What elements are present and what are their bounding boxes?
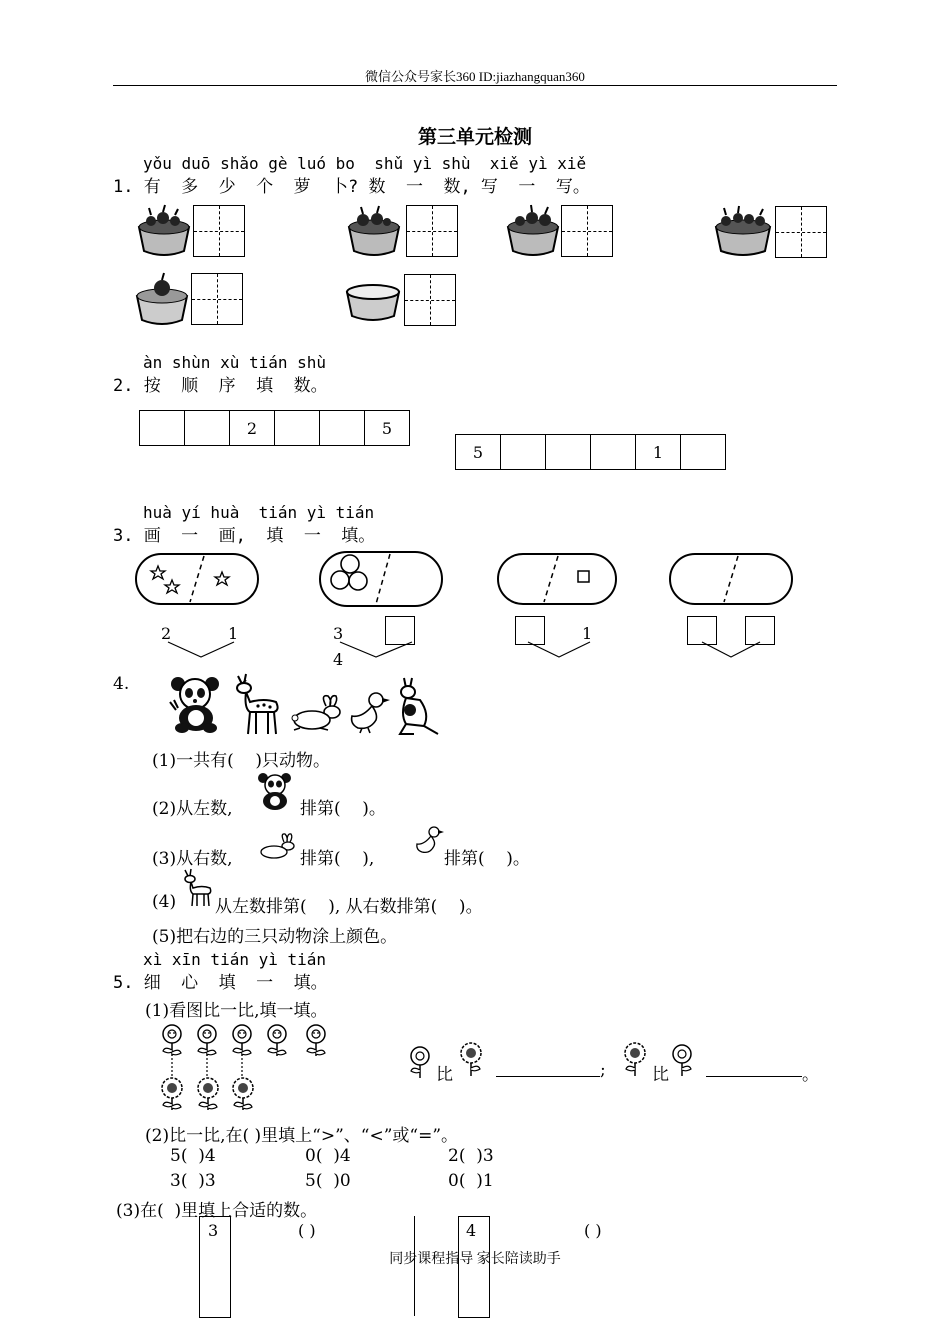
- split-number: 1: [228, 624, 239, 643]
- q5-part1: (1)看图比一比,填一填。: [145, 1001, 328, 1021]
- page-title: 第三单元检测: [417, 126, 532, 148]
- q4-sub5: (5)把右边的三只动物涂上颜色。: [152, 927, 398, 947]
- duck-icon: [348, 690, 392, 734]
- q4-sub2-suffix: 排第( )。: [300, 799, 386, 819]
- circle-icon: [331, 555, 367, 590]
- page-footer: 同步课程指导 家长陪读助手: [389, 1252, 561, 1267]
- sequence-cell[interactable]: [140, 411, 185, 446]
- flower-comparison: [150, 1020, 340, 1116]
- sequence-cell[interactable]: [185, 411, 230, 446]
- flower-icon: [268, 1025, 286, 1056]
- q4-sub4-suffix: 从左数排第( ), 从右数排第( )。: [215, 897, 483, 917]
- sequence-cell[interactable]: [546, 435, 591, 470]
- fill-paren[interactable]: ( ): [584, 1221, 602, 1240]
- sunflower-icon: [456, 1042, 486, 1078]
- q4-sub4-prefix: (4): [152, 892, 177, 912]
- square-icon: [578, 571, 589, 582]
- sequence-cell[interactable]: [320, 411, 365, 446]
- flower-icon: [163, 1025, 181, 1056]
- compare-item[interactable]: 2( )3: [448, 1146, 494, 1166]
- q5-part3: (3)在( )里填上合适的数。: [116, 1201, 318, 1221]
- compare-word: 比: [652, 1065, 669, 1085]
- sunflower-icon: [233, 1078, 253, 1110]
- flower-icon: [668, 1044, 696, 1078]
- compare-item[interactable]: 5( )0: [305, 1171, 351, 1191]
- q4-sub1: (1)一共有( )只动物。: [152, 751, 330, 771]
- q4-sub3-prefix: (3)从右数,: [152, 849, 233, 869]
- deer-icon: [180, 868, 214, 908]
- sequence-row-2: [455, 434, 726, 470]
- split-number: 2: [161, 624, 172, 643]
- kangaroo-icon: [394, 674, 440, 736]
- flower-icon: [406, 1046, 434, 1080]
- q4-sub3-suffix: 排第( )。: [444, 849, 530, 869]
- compare-item[interactable]: 5( )4: [170, 1146, 216, 1166]
- sequence-cell[interactable]: [275, 411, 320, 446]
- q1-text: 1. 有 多 少 个 萝 卜? 数 一 数, 写 一 写。: [113, 177, 590, 197]
- panda-icon: [168, 672, 228, 734]
- q5-text: 5. 细 心 填 一 填。: [113, 973, 328, 993]
- rabbit-icon: [290, 692, 346, 732]
- q5-pinyin: xì xīn tián yì tián: [143, 950, 327, 969]
- column-number: 3: [208, 1221, 219, 1240]
- q5-part2: (2)比一比,在( )里填上“>”、“<”或“=”。: [145, 1126, 459, 1146]
- sunflower-icon: [620, 1042, 650, 1078]
- sequence-cell: 1: [636, 435, 681, 470]
- answer-blank[interactable]: [706, 1076, 802, 1077]
- sequence-cell: 5: [456, 435, 501, 470]
- basket-icon: [133, 270, 191, 328]
- sunflower-icon: [162, 1078, 182, 1110]
- column-number: 4: [466, 1221, 477, 1240]
- compare-item[interactable]: 0( )1: [448, 1171, 494, 1191]
- compare-word: 比: [436, 1065, 453, 1085]
- split-number: 3: [333, 624, 344, 643]
- separator: ;: [600, 1060, 606, 1080]
- split-total: 4: [333, 650, 344, 669]
- empty-basket-icon: [343, 278, 403, 328]
- q4-sub2-prefix: (2)从左数,: [152, 799, 233, 819]
- sunflower-icon: [198, 1078, 218, 1110]
- sequence-cell[interactable]: [681, 435, 726, 470]
- answer-grid[interactable]: [775, 206, 827, 258]
- duck-icon: [414, 824, 446, 858]
- answer-grid[interactable]: [191, 273, 243, 325]
- sequence-cell: 2: [230, 411, 275, 446]
- q3-text: 3. 画 一 画, 填 一 填。: [113, 526, 376, 546]
- q1-pinyin: yǒu duō shǎo gè luó bo shǔ yì shù xiě yì xiě: [143, 154, 587, 173]
- compare-item[interactable]: 0( )4: [305, 1146, 351, 1166]
- split-branch: [700, 640, 762, 660]
- q4-sub3-middle: 排第( ),: [300, 849, 375, 869]
- q2-text: 2. 按 顺 序 填 数。: [113, 376, 328, 396]
- basket-icon: [135, 203, 193, 261]
- answer-grid[interactable]: [404, 274, 456, 326]
- basket-icon: [345, 203, 403, 261]
- split-branch: [338, 640, 414, 660]
- split-branch: [166, 640, 236, 660]
- capsule-stars: [134, 548, 262, 610]
- capsule-square: [496, 548, 620, 610]
- deer-icon: [230, 672, 284, 736]
- sequence-row-1: [139, 410, 410, 446]
- panda-icon: [256, 770, 296, 812]
- sequence-cell[interactable]: [501, 435, 546, 470]
- answer-grid[interactable]: [561, 205, 613, 257]
- answer-blank[interactable]: [496, 1076, 600, 1077]
- basket-icon: [712, 203, 774, 261]
- split-number: 1: [582, 624, 593, 643]
- capsule-circles: [318, 544, 446, 610]
- header-rule: [113, 85, 837, 86]
- compare-item[interactable]: 3( )3: [170, 1171, 216, 1191]
- split-branch: [526, 640, 592, 660]
- rabbit-icon: [258, 832, 298, 860]
- flower-icon: [307, 1025, 325, 1056]
- answer-grid[interactable]: [406, 205, 458, 257]
- q4-number: 4.: [113, 674, 130, 694]
- period: 。: [802, 1065, 819, 1085]
- page-header: 微信公众号家长360 ID:jiazhangquan360: [365, 69, 585, 84]
- q3-pinyin: huà yí huà tián yì tián: [143, 503, 375, 522]
- sequence-cell: 5: [365, 411, 410, 446]
- flower-icon: [198, 1025, 216, 1056]
- star-icon: [151, 566, 229, 593]
- capsule-empty[interactable]: [668, 548, 796, 610]
- fill-paren[interactable]: ( ): [298, 1221, 316, 1240]
- sequence-cell[interactable]: [591, 435, 636, 470]
- q2-pinyin: àn shùn xù tián shù: [143, 353, 327, 372]
- answer-grid[interactable]: [193, 205, 245, 257]
- flower-icon: [233, 1025, 251, 1056]
- basket-icon: [504, 203, 562, 261]
